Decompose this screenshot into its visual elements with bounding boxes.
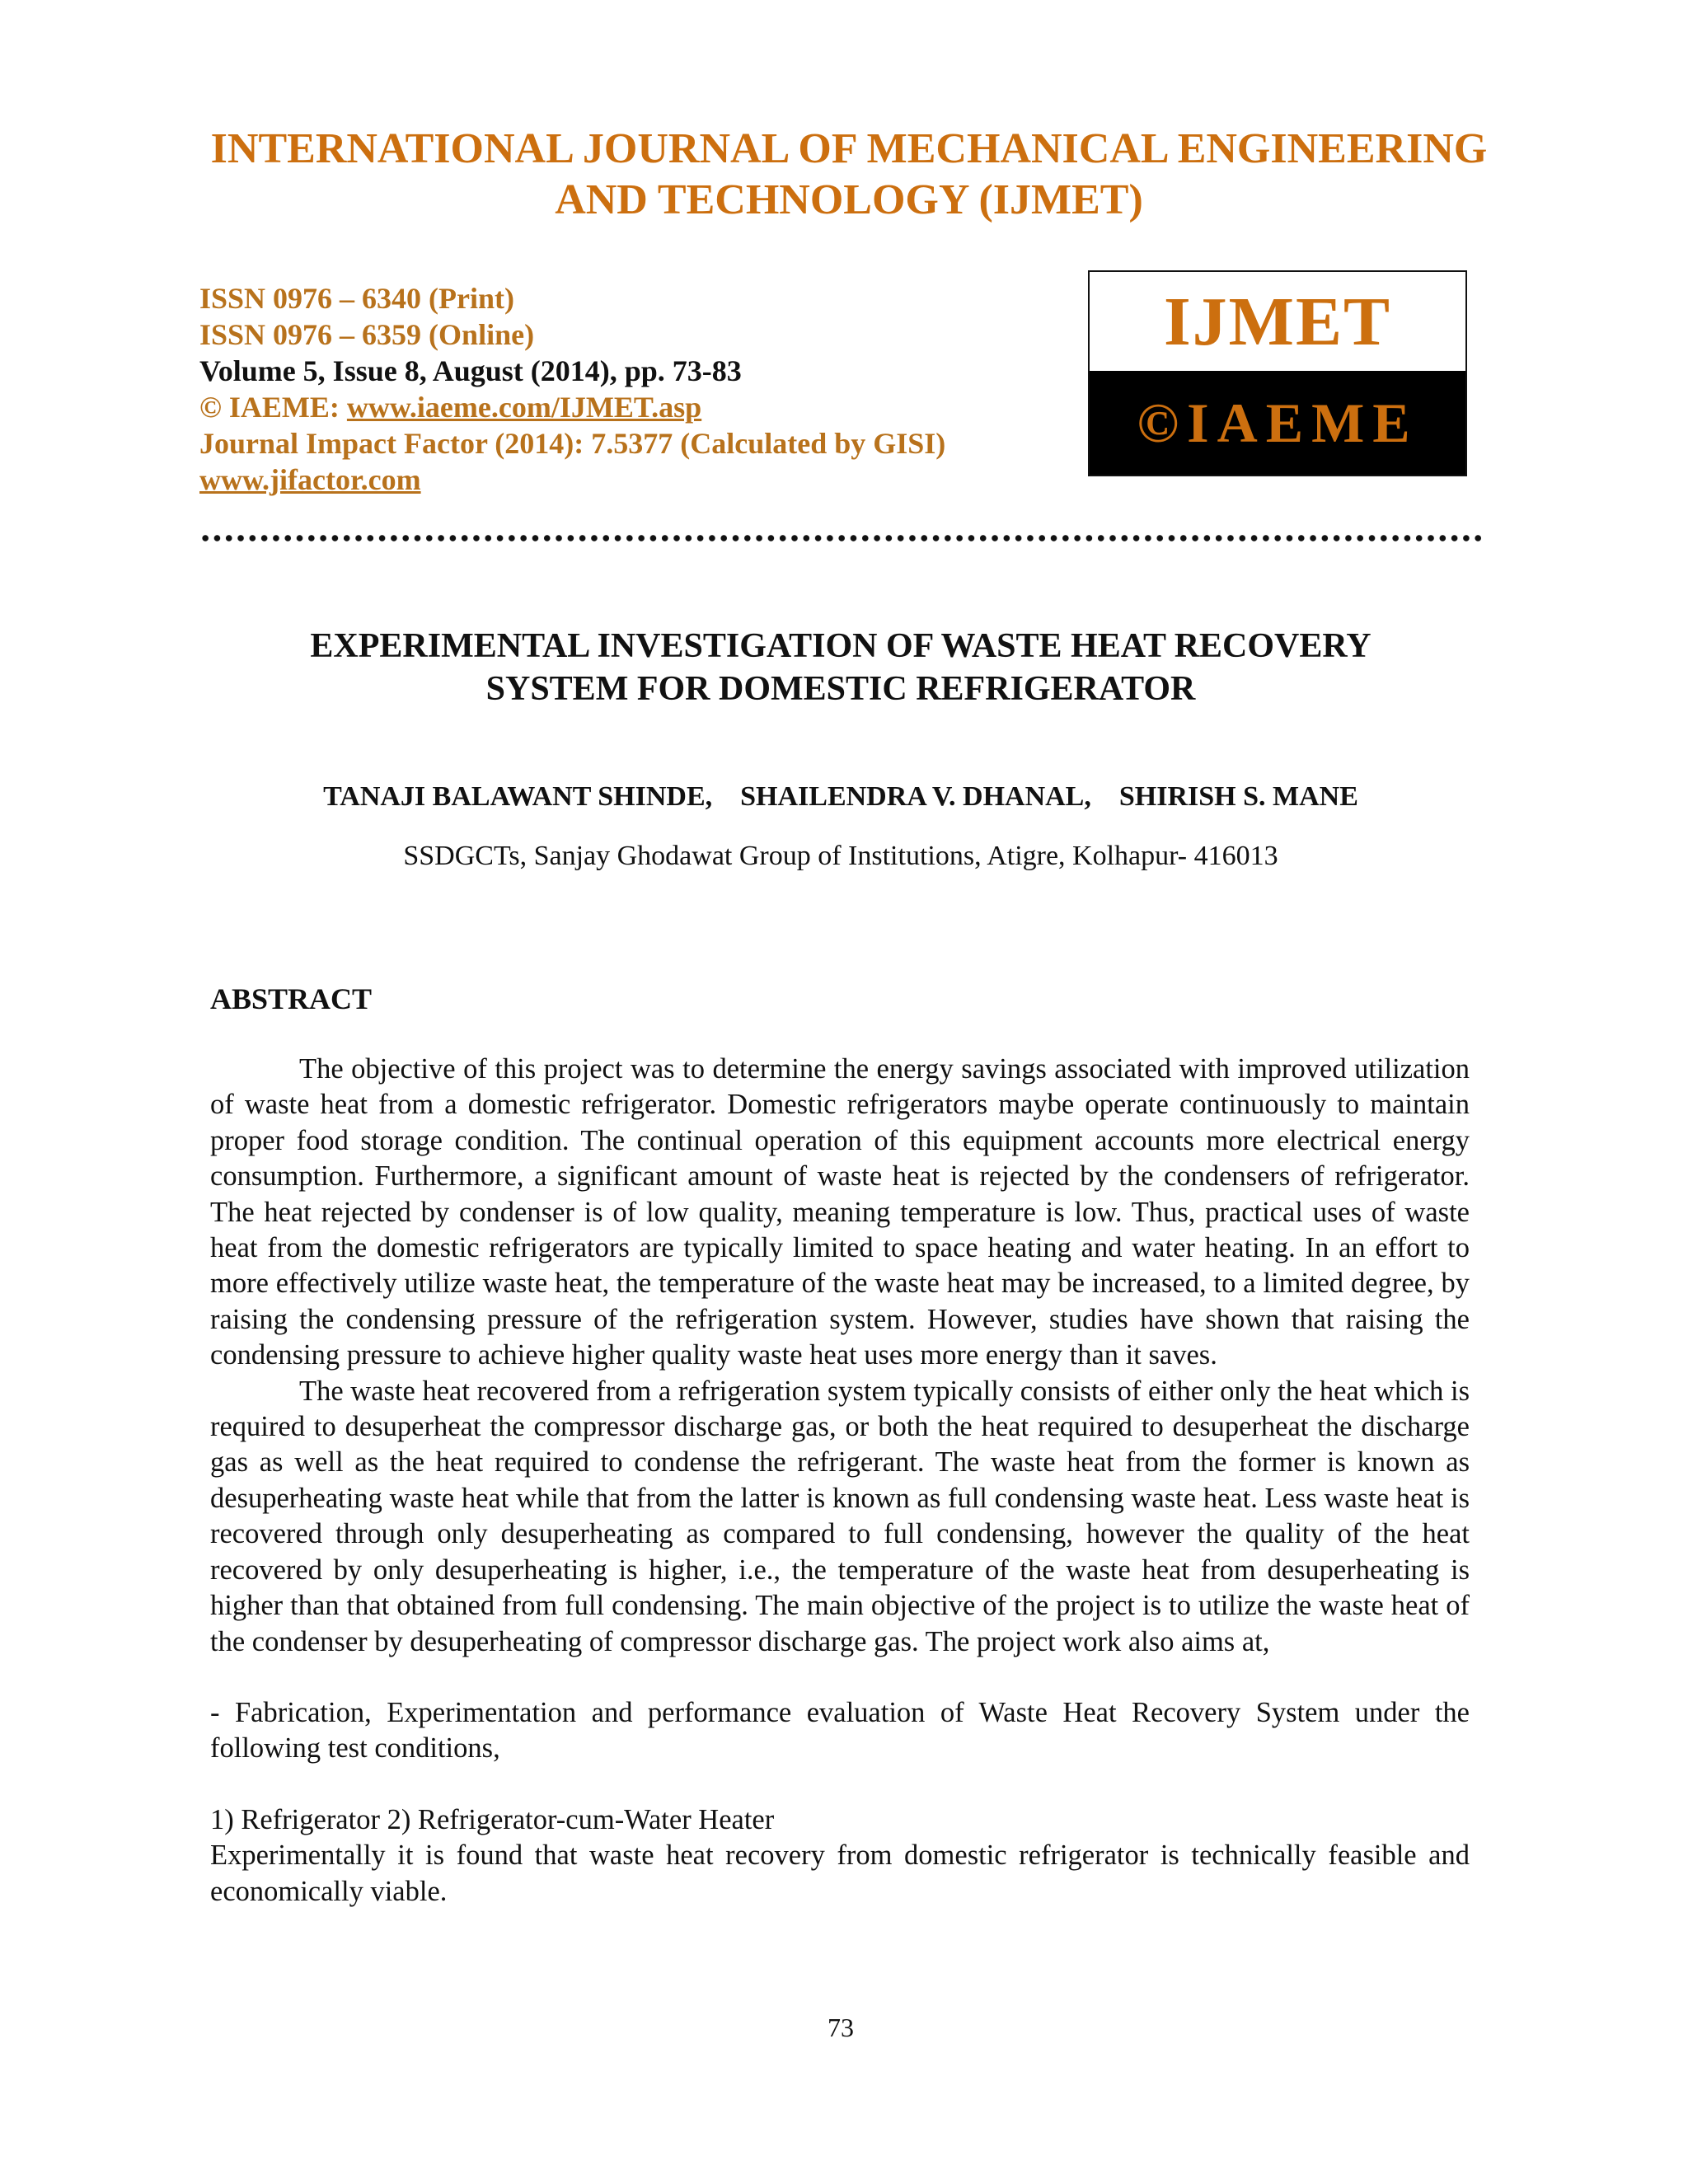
abstract-paragraph-3: - Fabrication, Experimentation and performance evaluation of Waste Heat Recovery System under the following test conditions, <box>210 1696 1470 1765</box>
abstract-paragraph-4: 1) Refrigerator 2) Refrigerator-cum-Water Heater <box>210 1803 775 1835</box>
paper-title-line2: SYSTEM FOR DOMESTIC REFRIGERATOR <box>485 670 1196 708</box>
journal-meta <box>199 280 1024 498</box>
journal-title-line1: INTERNATIONAL JOURNAL OF MECHANICAL ENGINEERING <box>210 125 1488 172</box>
abstract-paragraph-5: Experimentally it is found that waste heat recovery from domestic refrigerator is technically feasible and economically viable. <box>210 1840 1470 1907</box>
iaeme-link[interactable]: www.iaeme.com/IJMET.asp <box>346 391 702 424</box>
abstract-body <box>210 1052 1470 1910</box>
issn-online: ISSN 0976 – 6359 (Online) <box>199 318 535 351</box>
authors: TANAJI BALAWANT SHINDE, SHAILENDRA V. DHANAL, SHIRISH S. MANE <box>323 781 1358 812</box>
ijmet-logo <box>1088 270 1467 476</box>
affiliation: SSDGCTs, Sanjay Ghodawat Group of Institutions, Atigre, Kolhapur- 416013 <box>403 841 1278 871</box>
paper-title-line1: EXPERIMENTAL INVESTIGATION OF WASTE HEAT RECOVERY <box>310 627 1372 665</box>
journal-title-line2: AND TECHNOLOGY (IJMET) <box>555 176 1143 223</box>
dotted-divider <box>199 534 1481 542</box>
paper-title <box>206 625 1475 710</box>
abstract-heading: ABSTRACT <box>210 982 373 1015</box>
abstract-paragraph-2: The waste heat recovered from a refrigeration system typically consists of either only the heat which is required to desuperheat the compressor discharge gas, or both the heat required to desuperheat the discharge gas as well as the heat required to condense the refrigerant. The waste heat from the former is known as desuperheating waste heat while that from the latter is known as full condensing waste heat. Less waste heat is recovered through only desuperheating as compared to full condensing, however the quality of the heat recovered by only desuperheating is higher, i.e., the temperature of the waste heat from desuperheating is higher than that obtained from full condensing. The main objective of the project is to utilize the waste heat of the condenser by desuperheating of compressor discharge gas. The project work also aims at, <box>210 1375 1470 1657</box>
issn-print: ISSN 0976 – 6340 (Print) <box>199 282 515 315</box>
impact-factor: Journal Impact Factor (2014): 7.5377 (Calculated by GISI) <box>199 427 946 460</box>
logo-iaeme-text: ©IAEME <box>1090 371 1465 475</box>
copyright-prefix: © IAEME: <box>199 391 347 424</box>
journal-title <box>124 124 1574 226</box>
copyright-line <box>199 389 1024 425</box>
abstract-paragraph-1: The objective of this project was to determine the energy savings associated with improved utilization of waste heat from a domestic refrigerator. Domestic refrigerators maybe operate continuously to maintain proper food storage condition. The continual operation of this equipment accounts more electrical energy consumption. Furthermore, a significant amount of waste heat is rejected by the condensers of refrigerator. The heat rejected by condenser is of low quality, meaning temperature is low. Thus, practical uses of waste heat from the domestic refrigerators are typically limited to space heating and water heating. In an effort to more effectively utilize waste heat, the temperature of the waste heat may be increased, to a limited degree, by raising the condensing pressure of the refrigeration system. However, studies have shown that raising the condensing pressure to achieve higher quality waste heat uses more energy than it saves. <box>210 1053 1470 1371</box>
page-number: 73 <box>828 2013 854 2042</box>
jifactor-link[interactable]: www.jifactor.com <box>199 463 421 496</box>
volume-info: Volume 5, Issue 8, August (2014), pp. 73-83 <box>199 354 742 387</box>
logo-ijmet-text: IJMET <box>1163 283 1392 360</box>
